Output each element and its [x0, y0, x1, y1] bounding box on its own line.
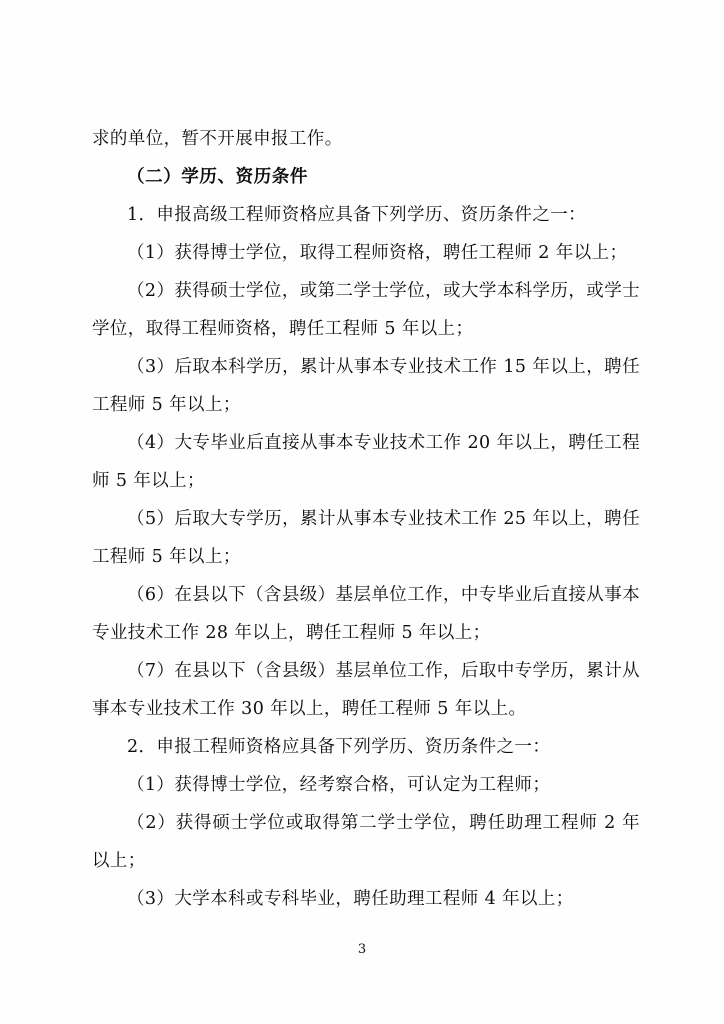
- list-item: 2．申报工程师资格应具备下列学历、资历条件之一：: [127, 737, 551, 757]
- page-body: [92, 120, 640, 918]
- list-item: （2）获得硕士学位，或第二学士学位，或大学本科学历，或学士学位，取得工程师资格，聘任工程师 5 年以上；: [92, 281, 640, 339]
- list-item: （3）大学本科或专科毕业，聘任助理工程师 4 年以上；: [127, 889, 574, 909]
- page-number: 3: [357, 942, 367, 957]
- list-item: （6）在县以下（含县级）基层单位工作，中专毕业后直接从事本专业技术工作 28 年以上，聘任工程师 5 年以上；: [92, 585, 640, 643]
- list-item: （3）后取本科学历，累计从事本专业技术工作 15 年以上，聘任工程师 5 年以上；: [92, 357, 640, 415]
- list-item: （4）大专毕业后直接从事本专业技术工作 20 年以上，聘任工程师 5 年以上；: [92, 433, 640, 491]
- section-heading: （二）学历、资历条件: [127, 167, 308, 187]
- list-item: 1．申报高级工程师资格应具备下列学历、资历条件之一：: [127, 205, 587, 225]
- list-item: （2）获得硕士学位或取得第二学士学位，聘任助理工程师 2 年以上；: [92, 813, 640, 871]
- list-item: （7）在县以下（含县级）基层单位工作，后取中专学历，累计从事本专业技术工作 30 年以上，聘任工程师 5 年以上。: [92, 661, 640, 719]
- list-item: （1）获得博士学位，取得工程师资格，聘任工程师 2 年以上；: [127, 243, 628, 263]
- list-item: （1）获得博士学位，经考察合格，可认定为工程师；: [127, 775, 551, 795]
- list-item: （5）后取大专学历，累计从事本专业技术工作 25 年以上，聘任工程师 5 年以上；: [92, 509, 640, 567]
- paragraph: 求的单位，暂不开展申报工作。: [92, 129, 343, 149]
